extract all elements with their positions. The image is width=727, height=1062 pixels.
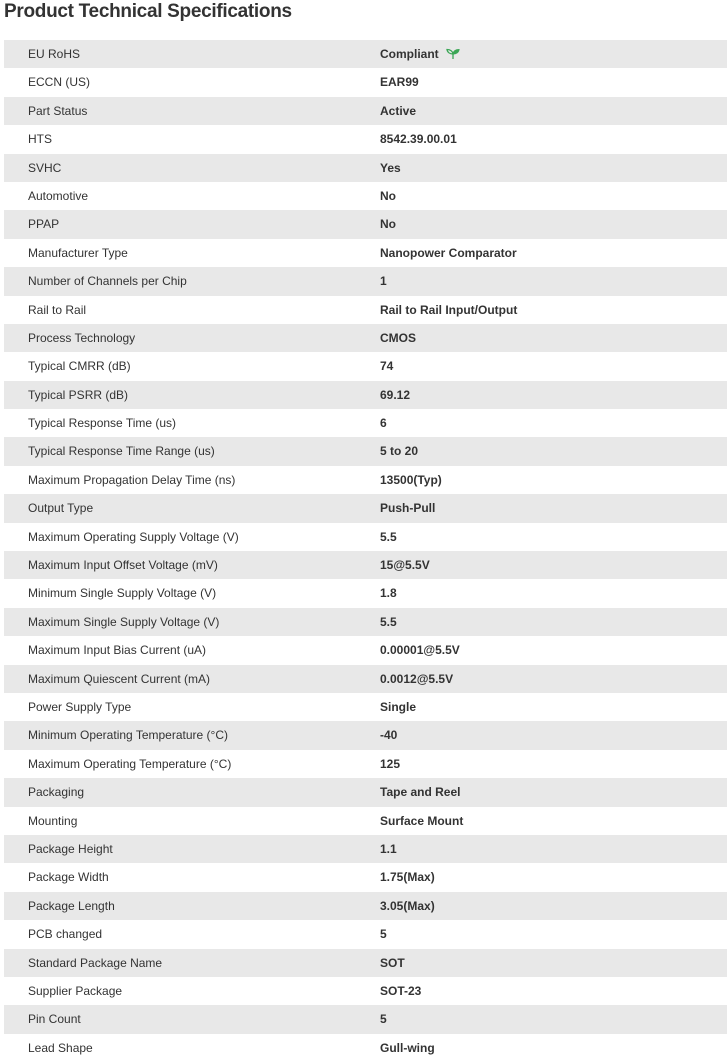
spec-row (4, 239, 727, 267)
spec-label: Typical Response Time (us) (28, 416, 177, 431)
spec-label: PPAP (28, 217, 60, 232)
spec-value: 5.5 (380, 529, 397, 544)
spec-label: Maximum Operating Supply Voltage (V) (28, 529, 239, 544)
spec-value: 5 (380, 1012, 387, 1027)
spec-label: Typical Response Time Range (us) (28, 444, 215, 459)
spec-label: ECCN (US) (28, 75, 90, 90)
spec-row (4, 551, 727, 579)
spec-value: 69.12 (380, 387, 411, 402)
spec-label: Package Width (28, 870, 109, 885)
spec-row (4, 523, 727, 551)
spec-value: Yes (380, 160, 401, 175)
spec-value: 6 (380, 416, 387, 431)
spec-value: No (380, 188, 396, 203)
spec-row (4, 579, 727, 607)
spec-label: Process Technology (28, 330, 136, 345)
spec-label: Standard Package Name (28, 955, 163, 970)
spec-value: EAR99 (380, 75, 419, 90)
spec-value: 1.8 (380, 586, 397, 601)
spec-value: CMOS (380, 330, 416, 345)
spec-label: Pin Count (28, 1012, 81, 1027)
spec-row (4, 665, 727, 693)
spec-label: Package Height (28, 841, 113, 856)
spec-label: Maximum Quiescent Current (mA) (28, 671, 211, 686)
spec-label: Maximum Operating Temperature (°C) (28, 756, 232, 771)
spec-label: Lead Shape (28, 1040, 93, 1055)
spec-value: 3.05(Max) (380, 898, 435, 913)
spec-value: 125 (380, 756, 401, 771)
spec-value: 13500(Typ) (380, 472, 442, 487)
spec-label: Maximum Input Bias Current (uA) (28, 643, 207, 658)
spec-value: 1.75(Max) (380, 870, 435, 885)
spec-row (4, 608, 727, 636)
page-title: Product Technical Specifications (4, 1, 292, 22)
spec-label: Maximum Single Supply Voltage (V) (28, 614, 220, 629)
spec-value: 0.00001@5.5V (380, 643, 460, 658)
spec-row (4, 40, 727, 68)
spec-row (4, 324, 727, 352)
spec-value: 5 to 20 (380, 444, 419, 459)
spec-value: 5 (380, 927, 387, 942)
spec-value: Nanopower Comparator (380, 245, 517, 260)
spec-row (4, 466, 727, 494)
spec-value-text: Compliant (380, 47, 439, 61)
spec-row (4, 750, 727, 778)
spec-value: Tape and Reel (380, 785, 461, 800)
spec-label: Mounting (28, 813, 78, 828)
spec-row (4, 68, 727, 96)
spec-row (4, 296, 727, 324)
spec-value: No (380, 217, 396, 232)
spec-row (4, 807, 727, 835)
spec-value: Push-Pull (380, 501, 436, 516)
spec-label: Supplier Package (28, 983, 123, 998)
spec-label: Manufacturer Type (28, 245, 128, 260)
spec-row (4, 949, 727, 977)
spec-label: Packaging (28, 785, 85, 800)
spec-label: Power Supply Type (28, 699, 132, 714)
spec-value: Active (380, 103, 417, 118)
spec-row (4, 409, 727, 437)
spec-value: 74 (380, 359, 394, 374)
spec-row (4, 693, 727, 721)
spec-row (4, 892, 727, 920)
spec-row (4, 210, 727, 238)
spec-value: 1 (380, 274, 387, 289)
spec-row (4, 97, 727, 125)
spec-label: SVHC (28, 160, 62, 175)
spec-value (380, 40, 460, 68)
spec-value: 1.1 (380, 841, 397, 856)
spec-value: SOT-23 (380, 983, 422, 998)
spec-label: Typical PSRR (dB) (28, 387, 129, 402)
spec-label: Maximum Input Offset Voltage (mV) (28, 558, 218, 573)
spec-label: Typical CMRR (dB) (28, 359, 131, 374)
spec-value: 5.5 (380, 614, 397, 629)
spec-label: Automotive (28, 188, 89, 203)
spec-row (4, 977, 727, 1005)
spec-row (4, 381, 727, 409)
spec-row (4, 1034, 727, 1062)
spec-row (4, 494, 727, 522)
spec-value: 15@5.5V (380, 558, 430, 573)
spec-value: -40 (380, 728, 398, 743)
spec-value: Rail to Rail Input/Output (380, 302, 518, 317)
spec-row (4, 778, 727, 806)
spec-label: HTS (28, 132, 52, 147)
spec-label: Number of Channels per Chip (28, 274, 187, 289)
spec-label: Minimum Operating Temperature (°C) (28, 728, 228, 743)
spec-row (4, 1005, 727, 1033)
spec-label: Minimum Single Supply Voltage (V) (28, 586, 217, 601)
spec-value: Single (380, 699, 417, 714)
spec-value: Surface Mount (380, 813, 464, 828)
spec-row (4, 835, 727, 863)
spec-value: SOT (380, 955, 405, 970)
spec-value: 0.0012@5.5V (380, 671, 454, 686)
spec-row (4, 636, 727, 664)
spec-label: Maximum Propagation Delay Time (ns) (28, 472, 236, 487)
spec-row (4, 352, 727, 380)
spec-table (4, 40, 727, 1062)
spec-label: Package Length (28, 898, 115, 913)
spec-row (4, 154, 727, 182)
spec-value: 8542.39.00.01 (380, 132, 457, 147)
spec-row (4, 267, 727, 295)
spec-row (4, 437, 727, 465)
leaf-icon (446, 48, 460, 60)
spec-row (4, 182, 727, 210)
spec-row (4, 125, 727, 153)
spec-row (4, 920, 727, 948)
spec-label: EU RoHS (28, 47, 81, 61)
spec-value: Gull-wing (380, 1040, 435, 1055)
spec-label: Rail to Rail (28, 302, 87, 317)
spec-row (4, 863, 727, 891)
spec-row (4, 721, 727, 749)
spec-label: Output Type (28, 501, 94, 516)
spec-label: PCB changed (28, 927, 103, 942)
spec-label: Part Status (28, 103, 88, 118)
